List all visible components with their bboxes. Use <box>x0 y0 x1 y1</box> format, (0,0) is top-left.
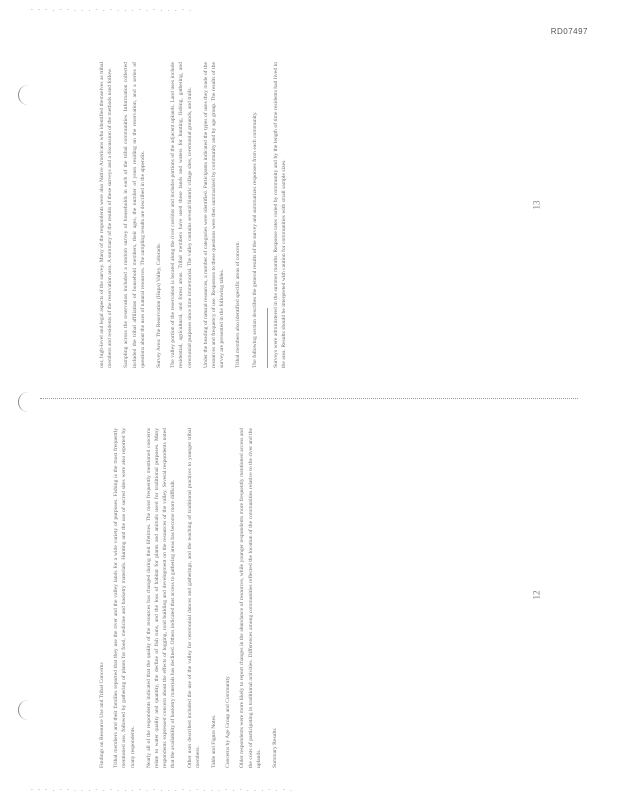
document-id: RD07497 <box>550 27 588 36</box>
paragraph: Sampling across the reservation included a random survey of households in each of the tribal communities. Information collected included the tribal affiliation of household members, their ages, the number of years residing on the reservation, and a series of questions about the uses of natural resources. The sampling results are described in the appendix. <box>123 62 146 368</box>
paragraph: Under the heading of natural resources, a number of categories were identified. Participants indicated the types of uses they made of the resources and frequency of use. Responses to these questions were then summarized by community and by age group. The results of the survey are presented in the following tables. <box>202 62 226 368</box>
paragraph: Older respondents were more likely to report changes in the abundance of resources, while younger respondents more frequently mentioned access and the costs of participating in traditional activities. Differences among communities reflected the location of the communities relative to the river and the uplands. <box>239 428 262 768</box>
footnote: Surveys were administered in the summer months. Response rates varied by community and by the length of time residents had lived in the area. Results should be interpreted with caution for communities with small sample sizes. <box>272 62 288 368</box>
paragraph: Tribal members and their families reported that they use the river and the valley lands for a wide variety of purposes. Fishing is the most frequently mentioned use, followed by gathering of plants for food, medicine and basketry materials. Hunting and the use of sacred sites were also reported by many respondents. <box>113 428 136 768</box>
punch-hole-mark <box>18 85 29 105</box>
scan-edge-top: - - - . - - . . . - . - . . . - . - . . . - . <box>30 6 193 12</box>
punch-hole-mark <box>18 700 29 720</box>
label: Summary Results <box>272 728 279 768</box>
page-number: 13 <box>531 200 542 210</box>
scan-edge-bottom: - - - . - - . . . - . - . . . - . - . . . - . - . . . - . - . . . - . - . <box>30 786 293 792</box>
upper-text-block <box>98 62 296 368</box>
paragraph: Nearly all of the respondents indicated that the quality of the resources has changed during their lifetimes. The most frequently mentioned concerns relate to water quality and quantity, the decline of fish runs, and the loss of habitat for plants and animals used for traditional purposes. Many respondents expressed concern about the effects of logging, road building and development on the resources of the valley. Several respondents noted that the availability of basketry materials has declined. Others indicated that access to gathering areas has become more difficult. <box>145 428 177 768</box>
page-number: 12 <box>531 590 542 600</box>
paragraph: Other uses described included the use of the valley for ceremonial dances and gatherings, and the teaching of traditional practices to younger tribal members. <box>186 428 201 768</box>
paragraph: The following section describes the general results of the survey and summarizes responses from each community. <box>251 111 258 368</box>
lower-text-block <box>98 428 285 768</box>
footnote-rule <box>267 308 268 368</box>
paragraph: Tribal members also identified specific areas of concern. <box>235 241 242 368</box>
paragraph: our, high-level and legal aspects of the survey. Many of the respondents were also Native Americans who identified themselves as tribal members and residents of the reservation area. A summary of the results of these surveys and a discussion of the methods used follow. <box>99 62 114 368</box>
label: Table and Figure Notes. <box>211 714 218 768</box>
paragraph: The valley portion of the reservation is located along the river corridor and includes portions of the adjacent uplands. Land uses include residential, agricultural, and forest areas. Tribal members have used these lands and waters for hunting, fishing, gathering, and ceremonial purposes since time immemorial. The valley contains several historic village sites, ceremonial grounds, and trails. <box>170 62 193 368</box>
subheading: Survey Area: The Reservation (Hupa) Valley, Colorado. <box>156 243 163 368</box>
punch-hole-mark <box>18 392 29 412</box>
page-divider <box>40 398 578 399</box>
section-heading: Findings on Resource Use and Tribal Concerns <box>99 662 105 768</box>
subheading: Concerns by Age Group and Community <box>225 676 232 768</box>
